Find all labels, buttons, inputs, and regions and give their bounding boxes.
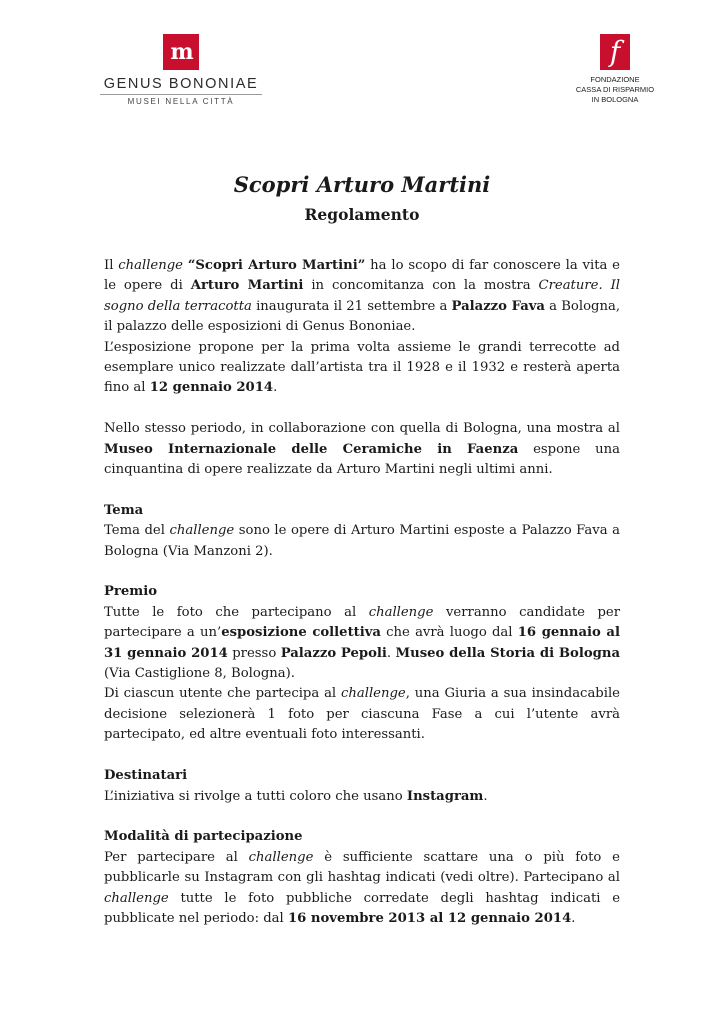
faenza-paragraph: Nello stesso periodo, in collaborazione con quella di Bologna, una mostra al Museo Internazionale delle Ceramiche in Faenza espone una cinquantina di opere realizzate da Arturo Martini negli ultimi anni. (104, 421, 621, 478)
premio-heading: Premio (104, 584, 158, 600)
expo-paragraph: L’esposizione propone per la prima volta assieme le grandi terrecotte ad esemplare unico realizzate dall’artista tra il 1928 e il 1932 e resterà aperta fino al 12 gennaio 2014. (104, 339, 620, 396)
document-title: Scopri Arturo Martini (233, 172, 491, 197)
fondazione-f-icon: f (600, 34, 630, 70)
tema-heading: Tema (104, 502, 144, 518)
fondazione-logo (572, 34, 658, 105)
document-subtitle: Regolamento (304, 205, 420, 224)
genus-bononiae-m-icon: m (163, 34, 199, 70)
modalita-paragraph: Per partecipare al challenge è sufficiente scattare una o più foto e pubblicarle su Instagram con gli hashtag indicati (vedi oltre). Partecipano al challenge tutte le foto pubbliche corredate degli hashtag indicati e pubblicate nel periodo: dal 16 novembre 2013 al 12 gennaio 2014. (104, 849, 620, 926)
logo-name: GENUS BONONIAE (103, 76, 259, 92)
destinatari-heading: Destinatari (104, 768, 188, 784)
fondazione-line-1: FONDAZIONE (590, 75, 640, 84)
logo-divider (100, 94, 262, 95)
intro-paragraph: Il challenge “Scopri Arturo Martini” ha lo scopo di far conoscere la vita e le opere di Arturo Martini in concomitanza con la mostra Creature. Il sogno della terracotta inaugurata il 21 settembre a Palazzo Fava a Bologna, il palazzo delle esposizioni di Genus Bononiae. (104, 258, 621, 335)
document-body (104, 256, 620, 929)
premio-paragraph-1: Tutte le foto che partecipano al challenge verranno candidate per partecipare a un’esposizione collettiva che avrà luogo dal 16 gennaio al 31 gennaio 2014 presso Palazzo Pepoli. Museo della Storia di Bologna (Via Castiglione 8, Bologna). (104, 604, 620, 682)
logo-subtitle: MUSEI NELLA CITTÀ (127, 97, 235, 106)
modalita-heading: Modalità di partecipazione (104, 829, 303, 845)
destinatari-paragraph: L’iniziativa si rivolge a tutti coloro che usano Instagram. (104, 788, 488, 804)
fondazione-line-2: CASSA DI RISPARMIO (575, 85, 655, 94)
genus-bononiae-logo (100, 34, 262, 106)
premio-paragraph-2: Di ciascun utente che partecipa al challenge, una Giuria a sua insindacabile decisione selezionerà 1 foto per ciascuna Fase a cui l’utente avrà partecipato, ed altre eventuali foto interessanti. (104, 686, 620, 743)
fondazione-line-3: IN BOLOGNA (591, 95, 639, 104)
fondazione-text (572, 75, 658, 105)
tema-paragraph: Tema del challenge sono le opere di Arturo Martini esposte a Palazzo Fava a Bologna (Via Manzoni 2). (104, 523, 620, 559)
